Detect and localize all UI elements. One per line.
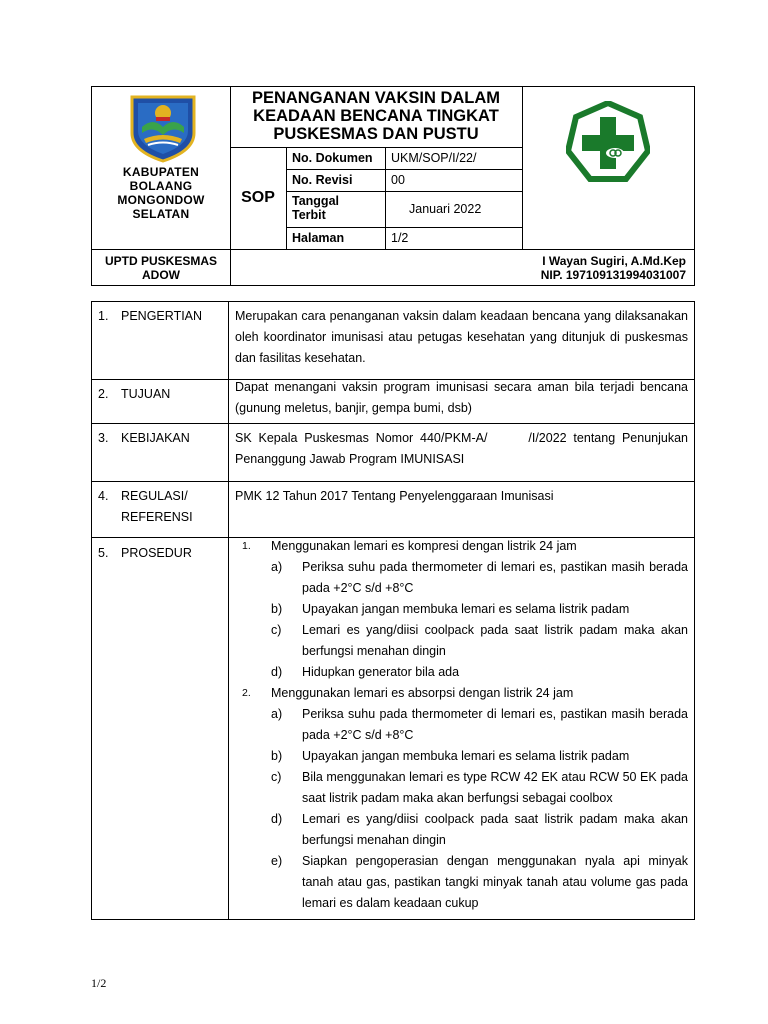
- revision-label: No. Revisi: [292, 173, 353, 187]
- doc-number-label: No. Dokumen: [292, 151, 373, 165]
- regency-logo-cell: [92, 87, 230, 249]
- sop-content-table: [91, 301, 695, 920]
- puskesmas-logo-icon: [566, 101, 650, 185]
- list-item: d) Hidupkan generator bila ada: [271, 665, 460, 679]
- prosedur-step-1: 1. Menggunakan lemari es kompresi dengan listrik 24 jam: [242, 539, 577, 553]
- prosedur-list: [242, 536, 688, 914]
- section-label-pengertian: 1. PENGERTIAN: [98, 309, 203, 323]
- list-item: e) Siapkan pengoperasian dengan menggunakan nyala api minyak tanah atau gas, pastikan tangki minyak tanah atau volume gas pada lemari es dalam keadaan cukup: [271, 854, 688, 910]
- sop-title: PENANGANAN VAKSIN DALAM KEADAAN BENCANA TINGKAT PUSKESMAS DAN PUSTU: [251, 89, 501, 143]
- list-item: a) Periksa suhu pada thermometer di lemari es, pastikan masih berada pada +2°C s/d +8°C: [271, 560, 688, 595]
- section-label-tujuan: 2. TUJUAN: [98, 387, 171, 401]
- list-item: c) Lemari es yang/diisi coolpack pada saat listrik padam maka akan berfungsi menahan dingin: [271, 623, 688, 658]
- revision-value: 00: [391, 173, 405, 187]
- signer-block: [541, 254, 686, 282]
- section-text-regulasi: PMK 12 Tahun 2017 Tentang Penyelenggaraan Imunisasi: [235, 489, 554, 503]
- section-label-kebijakan: 3. KEBIJAKAN: [98, 431, 190, 445]
- issue-date-value: Januari 2022: [409, 202, 482, 216]
- page-number: 1/2: [91, 976, 107, 990]
- page-value: 1/2: [391, 231, 409, 245]
- prosedur-step-2: 2. Menggunakan lemari es absorpsi dengan listrik 24 jam: [242, 686, 574, 700]
- signer-name: I Wayan Sugiri, A.Md.Kep: [542, 254, 686, 268]
- section-text-tujuan: Dapat menangani vaksin program imunisasi secara aman bila terjadi bencana (gunung meletus, banjir, gempa bumi, dsb): [235, 380, 688, 415]
- section-label-prosedur: 5. PROSEDUR: [98, 546, 192, 560]
- sop-header-table: [91, 86, 695, 286]
- signer-nip: NIP. 197109131994031007: [540, 268, 686, 282]
- list-item: c) Bila menggunakan lemari es type RCW 42 EK atau RCW 50 EK pada saat listrik padam maka akan berfungsi sebagai coolbox: [271, 770, 688, 805]
- regency-crest-icon: [126, 93, 200, 163]
- unit-name: UPTD PUSKESMAS ADOW: [104, 254, 217, 282]
- sop-label: SOP: [241, 189, 275, 206]
- page-label: Halaman: [292, 231, 345, 245]
- regency-name: KABUPATEN BOLAANG MONGONDOW SELATAN: [117, 165, 205, 221]
- section-text-kebijakan: SK Kepala Puskesmas Nomor 440/PKM-A/ /I/2022 tentang Penunjukan Penanggung Jawab Program IMUNISASI: [235, 431, 692, 466]
- list-item: a) Periksa suhu pada thermometer di lemari es, pastikan masih berada pada +2°C s/d +8°C: [271, 707, 688, 742]
- issue-date-label: Tanggal Terbit: [292, 194, 339, 222]
- section-text-pengertian: Merupakan cara penanganan vaksin dalam keadaan bencana yang dilaksanakan oleh koordinator imunisasi atau petugas kesehatan yang ditunjuk di puskesmas dan fasilitas kesehatan.: [235, 309, 688, 365]
- section-label-regulasi: 4. REGULASI/ REFERENSI: [98, 489, 193, 524]
- doc-number-value: UKM/SOP/I/22/: [391, 151, 477, 165]
- list-item: b) Upayakan jangan membuka lemari es selama listrik padam: [271, 749, 630, 763]
- list-item: b) Upayakan jangan membuka lemari es selama listrik padam: [271, 602, 630, 616]
- list-item: d) Lemari es yang/diisi coolpack pada saat listrik padam maka akan berfungsi menahan dingin: [271, 812, 688, 847]
